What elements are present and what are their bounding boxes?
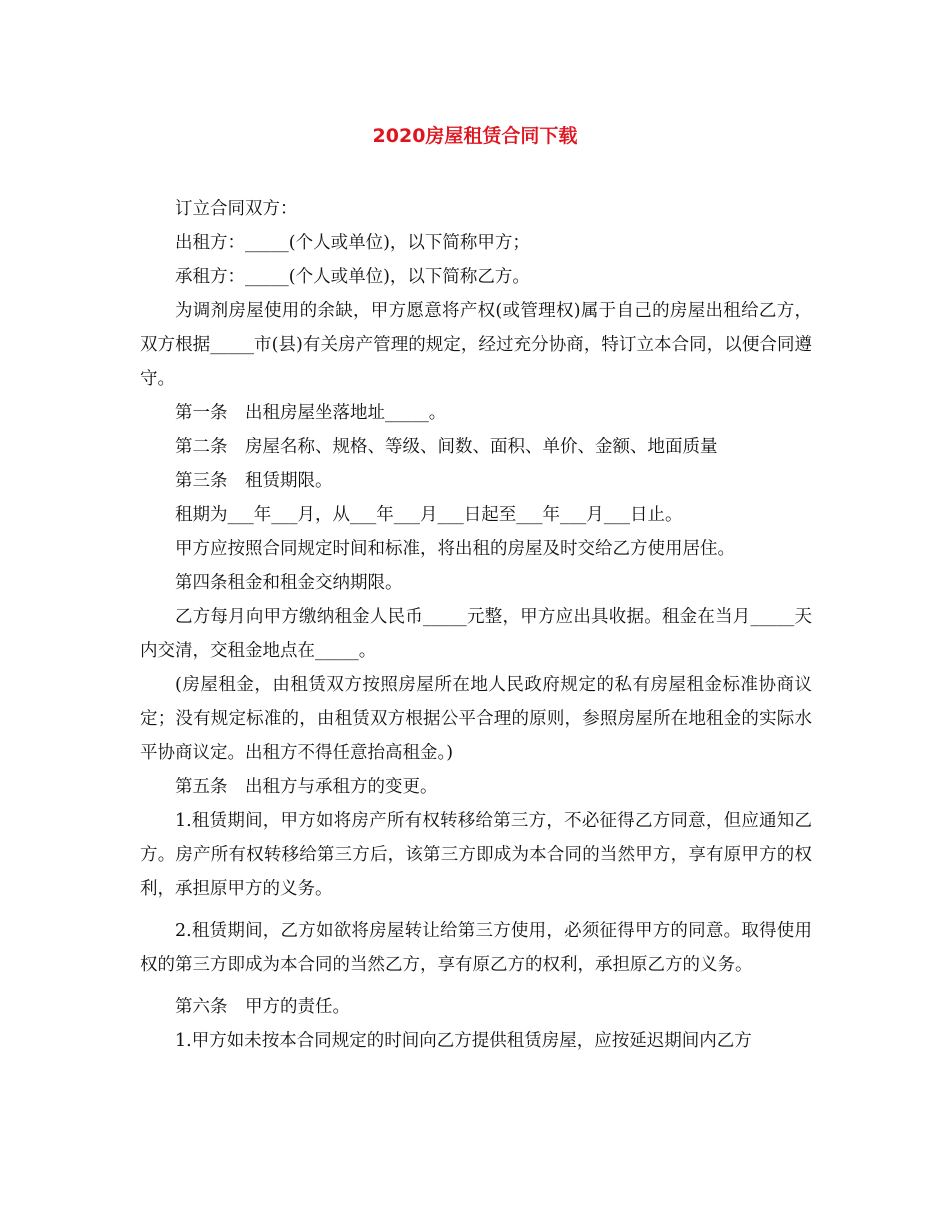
paragraph-lessor: 出租方：_____(个人或单位)，以下简称甲方； (175, 233, 530, 253)
paragraph-delivery: 甲方应按照合同规定时间和标准，将出租的房屋及时交给乙方使用居住。 (175, 539, 735, 559)
paragraph-article-5-item-2: 2.租赁期间，乙方如欲将房屋转让给第三方使用，必须征得甲方的同意。取得使用权的第三方即成为本合同的当然乙方，享有原乙方的权利，承担原乙方的义务。 (140, 921, 812, 975)
paragraph-article-1: 第一条 出租房屋坐落地址_____。 (175, 403, 447, 423)
paragraph-article-2: 第二条 房屋名称、规格、等级、间数、面积、单价、金额、地面质量 (175, 437, 718, 457)
paragraph-article-5-item-1: 1.租赁期间，甲方如将房产所有权转移给第三方，不必征得乙方同意，但应通知乙方。房产所有权转移给第三方后，该第三方即成为本合同的当然甲方，享有原甲方的权利，承担原甲方的义务。 (140, 811, 812, 899)
paragraph-article-3: 第三条 租赁期限。 (175, 471, 333, 491)
paragraph-lessee: 承租方：_____(个人或单位)，以下简称乙方。 (175, 267, 530, 287)
paragraph-article-5: 第五条 出租方与承租方的变更。 (175, 777, 438, 797)
paragraph-article-6-item-1: 1.甲方如未按本合同规定的时间向乙方提供租赁房屋，应按延迟期间内乙方 (175, 1031, 752, 1051)
paragraph-rent-note: (房屋租金，由租赁双方按照房屋所在地人民政府规定的私有房屋租金标准协商议定；没有规定标准的，由租赁双方根据公平合理的原则，参照房屋所在地租金的实际水平协商议定。出租方不得任意抬高租金。) (140, 675, 812, 763)
paragraph-parties-heading: 订立合同双方： (175, 199, 298, 219)
paragraph-lease-term: 租期为___年___月，从___年___月___日起至___年___月___日止。 (175, 505, 683, 525)
document-title: 2020房屋租赁合同下载 (372, 125, 578, 147)
paragraph-rent-payment: 乙方每月向甲方缴纳租金人民币_____元整，甲方应出具收据。租金在当月_____天内交清，交租金地点在_____。 (140, 607, 812, 661)
paragraph-preamble: 为调剂房屋使用的余缺，甲方愿意将产权(或管理权)属于自己的房屋出租给乙方，双方根据_____市(县)有关房产管理的规定，经过充分协商，特订立本合同，以便合同遵守。 (140, 301, 812, 389)
document-body (140, 192, 812, 1058)
paragraph-article-4: 第四条租金和租金交纳期限。 (175, 573, 403, 593)
paragraph-article-6: 第六条 甲方的责任。 (175, 997, 350, 1017)
